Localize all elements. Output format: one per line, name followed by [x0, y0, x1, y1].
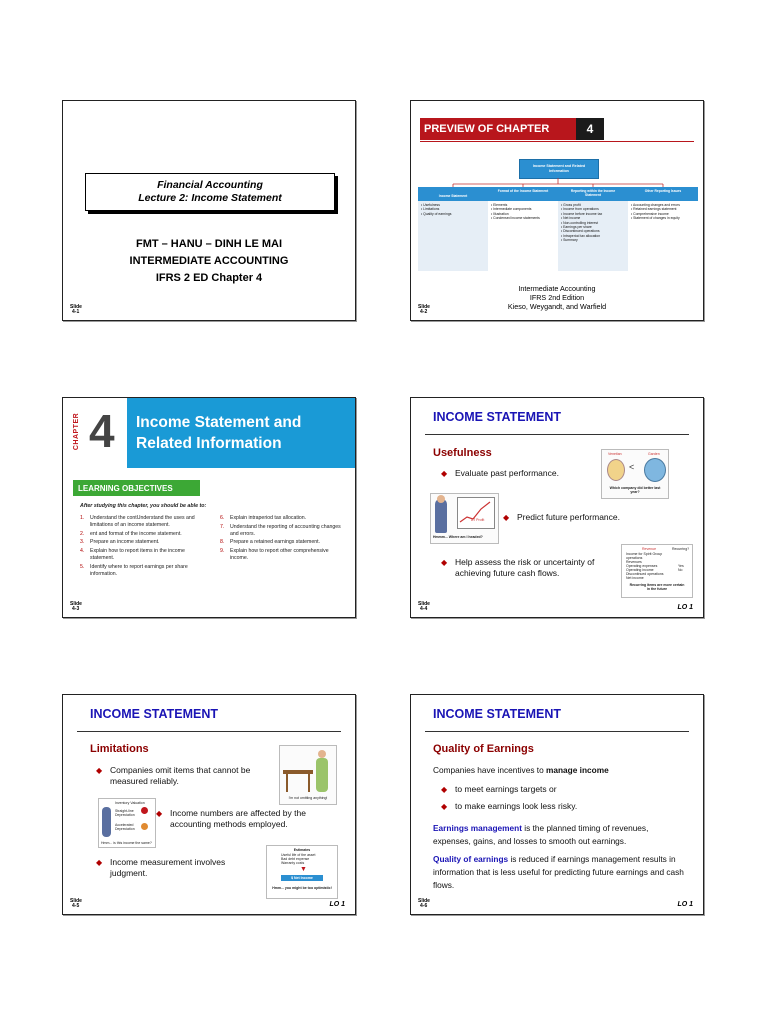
- slide-4-5: [62, 694, 356, 915]
- stmt-head: Revenue: [642, 547, 657, 551]
- slide-4-1: [62, 100, 356, 321]
- col-1-items: [421, 203, 485, 216]
- col-3-item: • Earnings per share: [561, 225, 592, 230]
- trend-line-icon: [457, 497, 493, 527]
- diamond-bullet-icon: ◆: [503, 513, 510, 522]
- objective-item: 7. Understand the reporting of accounting changes and errors.: [220, 523, 341, 537]
- diamond-bullet-icon: ◆: [96, 858, 103, 867]
- recurring-items-illustration: [621, 544, 693, 598]
- stmt-mark: Yes: [678, 564, 684, 568]
- slide-number: [418, 899, 430, 909]
- slide-subtitle: Usefulness: [433, 447, 492, 459]
- img-caption: Hmm... is this income the same?: [101, 841, 152, 845]
- learning-objectives-label: LEARNING OBJECTIVES: [78, 484, 173, 493]
- objective-item: 5. Identify where to report earnings per share information.: [80, 563, 188, 577]
- col-2-item: • Condensed income statements: [491, 216, 540, 221]
- img-label-right: Garden: [648, 452, 660, 456]
- stmt-row: Revenues: [626, 560, 642, 564]
- chapter-big-number: 4: [89, 405, 115, 457]
- slide-number: [70, 602, 82, 612]
- title-rule: [425, 434, 689, 435]
- objective-item: 6. Explain intraperiod tax allocation.: [220, 515, 307, 521]
- col-3-item: • Gross profit: [561, 203, 581, 207]
- slide-label: Slide: [418, 601, 430, 607]
- col-1-item: • Quality of earnings: [421, 211, 452, 216]
- diamond-bullet-icon: ◆: [441, 802, 448, 811]
- chapter-line: IFRS 2 ED Chapter 4: [155, 272, 263, 284]
- stmt-mark: No: [678, 568, 683, 572]
- slide-title: INCOME STATEMENT: [90, 707, 219, 721]
- method-title: Inventory Valuation: [115, 801, 145, 805]
- col-3-item: • Income before income tax: [561, 211, 603, 216]
- person-head: [437, 495, 445, 503]
- course-line: INTERMEDIATE ACCOUNTING: [129, 255, 289, 267]
- table-leg: [308, 774, 310, 792]
- slide-number: [418, 305, 430, 315]
- person-head: [318, 750, 326, 758]
- col-4-item: • Retained earnings statement: [631, 207, 677, 212]
- comparison-illustration: [601, 449, 669, 499]
- slide-label: Slide: [418, 304, 430, 310]
- slide-number: [418, 602, 430, 612]
- slide-4-6: [410, 694, 704, 915]
- stmt-row: Net income: [626, 576, 644, 580]
- title-rule: [425, 731, 689, 732]
- diamond-bullet-icon: ◆: [156, 809, 163, 818]
- bullet-2: ◆ to make earnings look less risky.: [441, 801, 578, 811]
- slide-4-2: [410, 100, 704, 321]
- accounting-methods-illustration: [98, 798, 156, 848]
- col-3-item: • Discontinued operations: [561, 229, 600, 234]
- objective-item: 2. ent and format of the income statement.: [80, 530, 182, 537]
- bullet-1: ◆ to meet earnings targets or: [441, 784, 557, 794]
- objectives-intro: After studying this chapter, you should be able to:: [80, 503, 207, 509]
- stmt-rows: [626, 552, 671, 580]
- bullet-2: ◆ Income numbers are affected by the accounting methods employed.: [156, 808, 306, 829]
- objective-item: 4. Explain how to report items in the income statement.: [80, 548, 185, 561]
- col-3-item: • Non-controlling interest: [561, 220, 599, 225]
- chapter-title-1: Income Statement and: [136, 414, 302, 431]
- slide-subtitle: Quality of Earnings: [433, 743, 534, 755]
- bullet-2: ◆ Predict future performance.: [503, 512, 620, 522]
- col-2-item: • Illustration: [491, 211, 509, 216]
- chapter-word: CHAPTER: [73, 412, 81, 451]
- author-line: FMT – HANU – DINH LE MAI: [135, 238, 283, 250]
- objective-item: 1. Understand the contUnderstand the uses and limitations of an income statement.: [80, 515, 195, 528]
- col-2-items: [491, 203, 555, 221]
- slide-num: 4-2: [420, 309, 428, 315]
- diamond-bullet-icon: ◆: [441, 469, 448, 478]
- reference-line-1: Intermediate Accounting: [518, 284, 596, 293]
- stmt-row: Operating expenses: [626, 564, 658, 568]
- apple-icon: [141, 807, 148, 814]
- img-caption: Hmm... you might be too optimistic!: [272, 886, 332, 890]
- slide-title: INCOME STATEMENT: [433, 410, 562, 424]
- bullet-3: ◆ Help assess the risk or uncertainty of achieving future cash flows.: [441, 557, 595, 578]
- objective-item: 9. Explain how to report other comprehensive income.: [220, 548, 329, 561]
- col-1-item: • Usefulness: [421, 203, 440, 207]
- stmt-marks: [678, 552, 690, 576]
- orange-icon: [141, 823, 148, 830]
- estimate-line: Useful life of the asset: [281, 853, 316, 857]
- omission-illustration: [279, 745, 337, 805]
- slide-4-4: [410, 397, 704, 618]
- learning-objective-tag: LO 1: [329, 901, 345, 908]
- title-box: [85, 173, 335, 211]
- chapter-number: 4: [586, 122, 594, 136]
- slide-number: [70, 305, 82, 315]
- reference-line-2: IFRS 2nd Edition: [529, 293, 585, 302]
- col-3-item: • Net income: [561, 216, 581, 221]
- slide-label: Slide: [70, 898, 82, 904]
- col-4-items: [631, 203, 695, 221]
- img-caption: Which company did better last year?: [609, 486, 661, 494]
- table-leg: [286, 774, 288, 792]
- stmt-mark: [678, 572, 690, 576]
- title-rule: [77, 731, 341, 732]
- col-3-items: [561, 203, 627, 243]
- objective-item: 8. Prepare a retained earnings statement.: [220, 539, 320, 546]
- slide-num: 4-1: [72, 309, 80, 315]
- title-line-1: Financial Accounting: [157, 179, 263, 191]
- col-1-item: • Limitations: [421, 207, 440, 212]
- learning-objective-tag: LO 1: [677, 604, 693, 611]
- down-arrow-icon: ▼: [300, 866, 307, 873]
- col-4-item: • Comprehensive income: [631, 211, 669, 216]
- slide-num: 4-4: [420, 606, 428, 612]
- learning-objective-tag: LO 1: [677, 901, 693, 908]
- stmt-row: Discontinued operations: [626, 572, 664, 576]
- stmt-row: Income for Spirit Group operations: [626, 552, 663, 560]
- bullet-1: ◆ Evaluate past performance.: [441, 468, 559, 478]
- slide-subtitle: Limitations: [90, 743, 149, 755]
- chapter-title-band: [127, 398, 355, 468]
- col-3-item: • Summary: [561, 238, 578, 243]
- chapter-title-2: Related Information: [136, 435, 282, 452]
- method-accelerated: Accelerated Depreciation: [115, 823, 135, 831]
- person-figure: [316, 758, 328, 792]
- intro-text: Companies have incentives to manage income: [433, 765, 609, 775]
- tree-root-label: Income Statement and Related Information: [532, 164, 586, 173]
- estimate-line: Warranty costs: [281, 861, 305, 865]
- scale-left-icon: [607, 459, 625, 481]
- profit-label: AT Profit: [471, 518, 485, 522]
- title-line-2: Lecture 2: Income Statement: [138, 192, 282, 204]
- img-caption: I'm not omitting anything!: [288, 796, 328, 800]
- slide-num: 4-6: [420, 903, 428, 909]
- less-than-icon: <: [629, 462, 635, 472]
- person-figure: [102, 807, 111, 837]
- estimate-line: Bad debt expense: [281, 857, 310, 861]
- judgment-illustration: [266, 845, 338, 899]
- bullet-1: ◆ Companies omit items that cannot be measured reliably.: [96, 765, 251, 786]
- stmt-row: Operating income: [626, 568, 654, 572]
- preview-banner-text: PREVIEW OF CHAPTER: [424, 123, 550, 135]
- slide-label: Slide: [418, 898, 430, 904]
- col-1-title: Income Statement: [438, 194, 468, 198]
- slide-label: Slide: [70, 601, 82, 607]
- img-label-left: Venetian: [608, 452, 622, 456]
- col-2-item: • Elements: [491, 203, 508, 207]
- forecast-illustration: [430, 493, 499, 544]
- slide-label: Slide: [70, 304, 82, 310]
- objectives-left: [80, 515, 210, 579]
- diamond-bullet-icon: ◆: [96, 766, 103, 775]
- col-4-item: • Statement of changes in equity: [631, 216, 680, 221]
- net-income-box: $ Net Income: [281, 875, 323, 881]
- stmt-head-2: Recurring?: [672, 547, 690, 551]
- img-caption: Recurring items are more certain in the future: [629, 583, 685, 591]
- scale-right-icon: [644, 458, 666, 482]
- objectives-right: [220, 515, 345, 564]
- slide-4-3: [62, 397, 356, 618]
- slide-num: 4-3: [72, 606, 80, 612]
- diamond-bullet-icon: ◆: [441, 558, 448, 567]
- quality-of-earnings-definition: Quality of earnings is reduced if earnings management results in information that is less useful for predicting future earnings and cash flows.: [433, 854, 684, 890]
- col-3-item: • Income from operations: [561, 207, 599, 212]
- method-straight: Straight-line Depreciation: [115, 809, 135, 817]
- reference-line-3: Kieso, Weygandt, and Warfield: [507, 302, 607, 311]
- person-figure: [435, 499, 447, 533]
- slide-number: [70, 899, 82, 909]
- col-4-title: Other Reporting Issues: [644, 189, 682, 193]
- earnings-management-definition: Earnings management is the planned timing of revenues, expenses, gains, and losses to smooth out earnings.: [433, 823, 649, 846]
- estimates-head: Estimates: [293, 848, 311, 852]
- col-2-title: Format of the Income Statement: [497, 189, 549, 193]
- img-caption: Hmmm... Where am I headed?: [433, 535, 483, 539]
- slide-title: INCOME STATEMENT: [433, 707, 562, 721]
- col-3-title: Reporting within the Income Statement: [570, 189, 616, 197]
- bullet-3: ◆ Income measurement involves judgment.: [96, 857, 226, 878]
- col-3-item: • Intraperiod tax allocation: [561, 233, 601, 238]
- objective-item: 3. Prepare an income statement.: [80, 539, 160, 546]
- slide-num: 4-5: [72, 903, 80, 909]
- diamond-bullet-icon: ◆: [441, 785, 448, 794]
- col-4-item: • Accounting changes and errors: [631, 203, 680, 207]
- col-2-item: • Intermediate components: [491, 207, 532, 212]
